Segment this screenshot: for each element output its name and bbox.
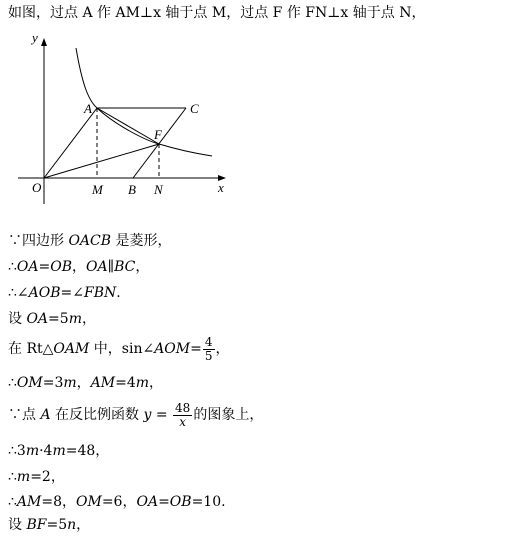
solution-line-6: ∴OM=3m，AM=4m， — [8, 375, 164, 391]
y-axis-arrow — [41, 38, 47, 46]
label-A: A — [84, 101, 92, 116]
label-B: B — [128, 182, 136, 197]
label-F: F — [154, 127, 162, 142]
fraction-48-over-x: $\frac{48}{x}$ — [175, 400, 191, 429]
solution-line-10: ∴AM=8，OM=6，OA=OB=10. — [8, 494, 226, 510]
solution-line-1: ∵四边形 OACB 是菱形， — [8, 233, 172, 249]
label-O: O — [32, 180, 42, 195]
label-C: C — [190, 101, 199, 116]
label-M: M — [92, 182, 103, 197]
intro-text: 如图，过点 A 作 AM⊥x 轴于点 M，过点 F 作 FN⊥x 轴于点 N， — [8, 5, 426, 21]
fraction-four-fifths: $\frac{4}{5}$ — [204, 334, 213, 363]
label-N: N — [154, 182, 163, 197]
solution-line-9: ∴m=2， — [8, 469, 65, 485]
solution-line-5: 在 Rt△OAM 中，sin∠AOM= $\frac{4}{5}$ ， — [8, 334, 230, 363]
solution-line-7: ∵点 A 在反比例函数 y = $\frac{48}{x}$ 的图象上， — [8, 400, 264, 429]
solution-line-3: ∴∠AOB=∠FBN. — [8, 285, 121, 301]
solution-line-11: 设 BF=5n， — [8, 517, 91, 533]
segment-OA — [44, 108, 97, 178]
geometry-figure — [14, 28, 234, 206]
solution-line-4: 设 OA=5m， — [8, 311, 96, 327]
solution-line-8: ∴3m·4m=48， — [8, 443, 110, 459]
label-y: y — [32, 30, 38, 45]
segment-OF — [44, 144, 159, 178]
segment-AF — [97, 108, 159, 144]
solution-line-2: ∴OA=OB，OA∥BC， — [8, 259, 150, 275]
label-x: x — [218, 180, 224, 195]
